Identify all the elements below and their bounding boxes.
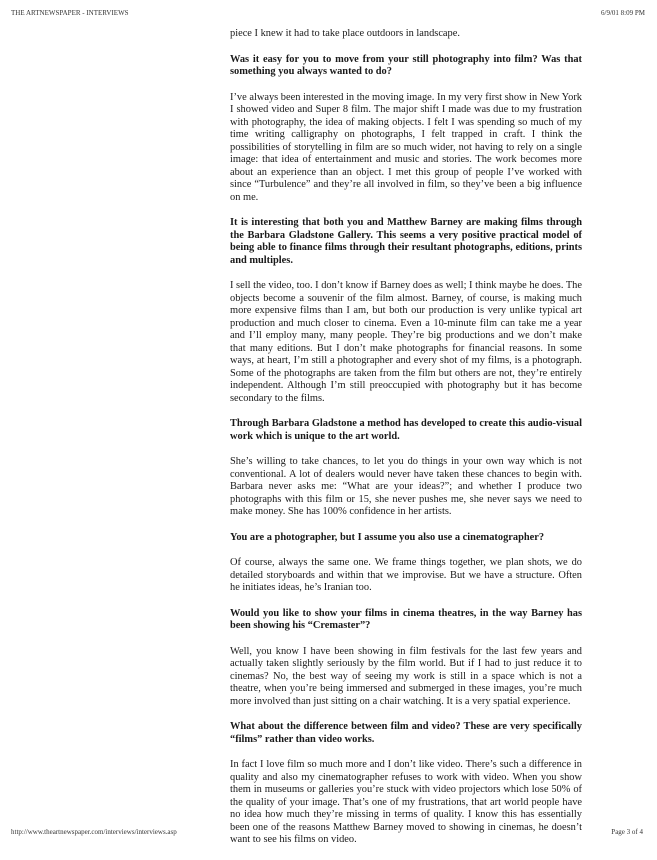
question-1: Was it easy for you to move from your still photography into film? Was that something you always wanted to do? bbox=[230, 53, 582, 77]
question-5: Would you like to show your films in cinema theatres, in the way Barney has been showing his “Cremaster”? bbox=[230, 607, 582, 631]
interview-article bbox=[230, 28, 582, 860]
question-3: Through Barbara Gladstone a method has developed to create this audio-visual work which is unique to the art world. bbox=[230, 418, 582, 442]
question-4: You are a photographer, but I assume you also use a cinematographer? bbox=[230, 531, 545, 543]
page-header-title: THE ARTNEWSPAPER - INTERVIEWS bbox=[11, 9, 129, 17]
answer-1: I’ve always been interested in the moving image. In my very first show in New York I showed video and Super 8 film. The major shift I made was due to my frustration with photography, the idea of making objects. I felt I was spending so much of my time writing calligraphy on photographs, I felt trapped in craft. I think the possibilities of storytelling in film are so much wider, not having to rely on a single image: that idea of entertainment and music and stories. The work becomes more about an experience than an object. I met this group of people I’ve worked with since “Turbulence” and they’re all involved in film, so they’ve been a big influence on me. bbox=[230, 91, 582, 203]
answer-4: Of course, always the same one. We frame things together, we plan shots, we do detailed storyboards and within that we improvise. But we have a structure. Often he initiates ideas, he’s Iranian too. bbox=[230, 557, 582, 593]
page-footer-page-number: Page 3 of 4 bbox=[611, 828, 643, 836]
question-2: It is interesting that both you and Matthew Barney are making films through the Barbara Gladstone Gallery. This seems a very positive practical model of being able to finance films through their resultant photographs, editions, prints and multiples. bbox=[230, 217, 582, 266]
intro-paragraph: piece I knew it had to take place outdoors in landscape. bbox=[230, 28, 460, 39]
answer-6: In fact I love film so much more and I don’t like video. There’s such a difference in quality and also my cinematographer refuses to work with video. When you show them in museums or galleries you’re stuck with video projectors which lose 50% of the quality of your image. That’s one of my frustrations, that art world people have no idea how much they’re missing in terms of quality. I know this has essentially been one of the reasons Matthew Barney moved to showing in cinemas, he doesn’t want to see his films on video. bbox=[230, 759, 582, 845]
answer-3: She’s willing to take chances, to let you do things in your own way which is not conventional. A lot of dealers would never have taken these chances to begin with. Barbara never asks me: “What are your ideas?”; and whether I produce two photographs with this film or 15, she never pushes me, she never says we need to make money. She has 100% confidence in her artists. bbox=[230, 456, 582, 517]
answer-2: I sell the video, too. I don’t know if Barney does as well; I think maybe he does. The objects become a souvenir of the film almost. Barney, of course, is making much more expensive films than I am, but both our production is very unlike typical art production and much closer to cinema. Even a 10-minute film can take me a year and I’ll employ many, many people. They’re big productions and we don’t make that many editions. But I don’t make photographs for financial reasons. In some ways, at heart, I’m still a photographer and every shot of my films, is a photograph. Some of the photographs are taken from the film but others are not, they’re entirely independent. Although I’m still preoccupied with photography but it has become secondary to the films. bbox=[230, 280, 582, 404]
question-6: What about the difference between film and video? These are very specifically “films” rather than video works. bbox=[230, 721, 582, 745]
answer-5: Well, you know I have been showing in film festivals for the last few years and actually taken slightly seriously by the film world. But if I had to just reduce it to cinemas? No, the best way of seeing my work is still in a space which is not a theatre, when you’re being immersed and submerged in these images, you’re much more involved than just sitting on a chair watching. It is a very spatial experience. bbox=[230, 645, 582, 707]
page-header-timestamp: 6/9/01 8:09 PM bbox=[601, 9, 645, 17]
page-footer-url: http://www.theartnewspaper.com/interviews/interviews.asp bbox=[11, 828, 177, 836]
